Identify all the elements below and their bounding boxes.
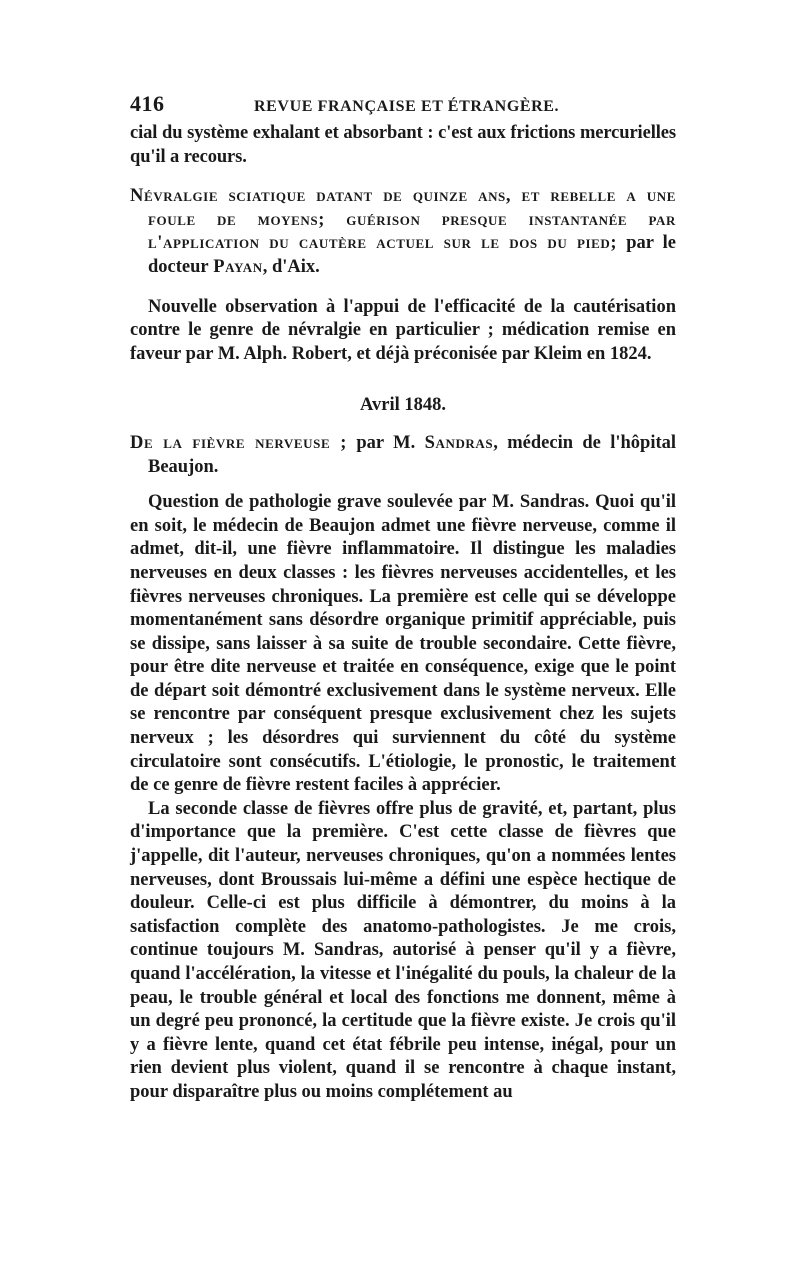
body-paragraph-1: Question de pathologie grave soulevée par M. Sandras. Quoi qu'il en soit, le médecin de Beaujon admet une fièvre nerveuse, comme il admet, dit-il, une fièvre inflammatoire. Il distingue les maladies nerveuses en deux classes : les fièvres nerveuses accidentelles, et les fièvres nerveuses chroniques. La première est celle qui se développe momentanément sans désordre organique primitif appréciable, puis se dissipe, sans laisser à sa suite de trouble secondaire. Cette fièvre, pour être dite nerveuse et traitée en conséquence, exige que le point de départ soit démontré exclusivement dans le système nerveux. Elle se rencontre par conséquent presque exclusivement chez les sujets nerveux ; les désordres qui surviennent du côté du système circulatoire sont consécutifs. L'étiologie, le pronostic, le traitement de ce genre de fièvre restent faciles à apprécier. [130, 492, 676, 796]
article-heading-sciatique [130, 185, 676, 279]
article-author-rest: , médecin de l'hôpital Beaujon. [148, 432, 677, 477]
continuation-paragraph: cial du système exhalant et absorbant : c'est aux frictions mercurielles qu'il a recours. [130, 123, 676, 167]
article-author-place: , d'Aix. [262, 256, 320, 277]
book-page [130, 92, 676, 1105]
article-title: De la fièvre nerveuse ; [130, 432, 347, 453]
running-head [130, 92, 676, 122]
body-paragraph-2: La seconde classe de fièvres offre plus de gravité, et, partant, plus d'importance que la première. C'est cette classe de fièvres que j'appelle, dit l'auteur, nerveuses chroniques, qu'on a nommées lentes nerveuses, dont Broussais lui-même a défini une espèce hectique de douleur. Celle-ci est plus difficile à démontrer, du moins à la satisfaction complète des anatomo-pathologistes. Je me crois, continue toujours M. Sandras, autorisé à penser qu'il y a fièvre, quand l'accélération, la vitesse et l'inégalité du pouls, la chaleur de la peau, le trouble général et local des fonctions me donnent, même à un degré peu prononcé, la certitude que la fièvre existe. Je crois qu'il y a fièvre lente, quand cet état fébrile peu intense, inégal, pour un rien devient plus violent, quand il se rencontre à chaque instant, pour disparaître plus ou moins complétement au [130, 798, 676, 1102]
page-number: 416 [130, 91, 165, 116]
date-heading: Avril 1848. [360, 395, 446, 416]
article-author: Sandras [424, 432, 494, 453]
article-summary: Nouvelle observation à l'appui de l'efficacité de la cautérisation contre le genre de névralgie en particulier ; médication remise en faveur par M. Alph. Robert, et déjà préconisée par Kleim en 1824. [130, 296, 676, 364]
article-by: par M. [356, 432, 416, 453]
article-heading-fievre [130, 432, 676, 479]
article-author: Payan [213, 256, 263, 277]
article-title: Névralgie sciatique datant de quinze ans, et rebelle a une foule de moyens; guérison presque instantanée par l'application du cautère actuel sur le dos du pied; [130, 186, 676, 254]
article-by: par le docteur [148, 233, 677, 277]
journal-title: REVUE FRANÇAISE ET ÉTRANGÈRE. [254, 98, 560, 115]
